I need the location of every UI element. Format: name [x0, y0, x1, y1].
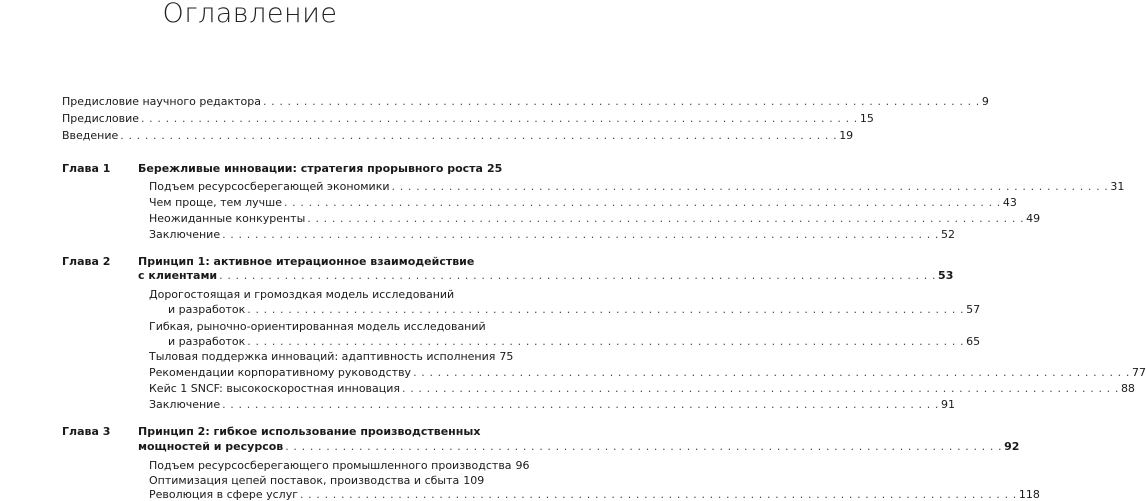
toc-section-title: и разработок	[168, 335, 246, 348]
dot-leader	[120, 129, 837, 142]
toc-section-page: 65	[966, 335, 981, 348]
dot-leader	[219, 269, 936, 282]
toc-section-page: 109	[463, 474, 485, 487]
toc-section-title: Неожиданные конкуренты	[149, 212, 306, 225]
chapter-label: Глава 2	[62, 255, 111, 268]
toc-section-page: 88	[1120, 382, 1135, 395]
toc-section[interactable]	[149, 350, 514, 363]
toc-section-title: Чем проще, тем лучше	[149, 196, 282, 209]
toc-section[interactable]	[168, 303, 981, 316]
page-title: Оглавление	[162, 0, 338, 29]
toc-section-title: Рекомендации корпоративному руководству	[149, 366, 412, 379]
dot-leader	[141, 112, 858, 125]
toc-section-page: 43	[1002, 196, 1017, 209]
toc-entry-page: 15	[859, 112, 874, 125]
toc-chapter-3[interactable]	[138, 440, 1020, 453]
toc-entry-title: Введение	[62, 129, 119, 142]
toc-section-page: 49	[1026, 212, 1041, 225]
dot-leader	[222, 398, 939, 411]
toc-entry-page: 9	[981, 95, 989, 108]
toc-section-page: 31	[1110, 180, 1125, 193]
toc-chapter-title: с клиентами	[138, 269, 218, 282]
dot-leader	[222, 228, 939, 241]
toc-section[interactable]	[149, 459, 530, 472]
toc-section[interactable]	[149, 474, 485, 487]
dot-leader	[300, 488, 1017, 501]
toc-chapter-2[interactable]	[138, 269, 954, 282]
dot-leader	[247, 335, 964, 348]
toc-section-title-line[interactable]: Гибкая, рыночно-ориентированная модель исследований	[149, 320, 486, 333]
toc-section-page: 118	[1018, 488, 1040, 501]
toc-chapter-title: Бережливые инновации: стратегия прорывного роста	[138, 162, 483, 175]
chapter-label: Глава 3	[62, 425, 111, 438]
toc-entry-introduction[interactable]	[62, 129, 854, 142]
dot-leader	[307, 212, 1024, 225]
toc-section-page: 75	[499, 350, 514, 363]
toc-section[interactable]	[149, 180, 1125, 193]
toc-section-page: 77	[1131, 366, 1146, 379]
dot-leader	[413, 366, 1130, 379]
toc-chapter-page: 25	[486, 162, 503, 175]
toc-section-title: Революция в сфере услуг	[149, 488, 298, 501]
toc-chapter-title: мощностей и ресурсов	[138, 440, 284, 453]
toc-chapter-page: 53	[938, 269, 954, 282]
dot-leader	[263, 95, 980, 108]
chapter-label: Глава 1	[62, 162, 111, 175]
toc-chapter-title-line[interactable]: Принцип 1: активное итерационное взаимодействие	[138, 255, 475, 268]
toc-section-page: 57	[966, 303, 981, 316]
toc-section-title: и разработок	[168, 303, 246, 316]
toc-chapter-title-line[interactable]: Принцип 2: гибкое использование производственных	[138, 425, 481, 438]
toc-section-title: Тыловая поддержка инноваций: адаптивность исполнения	[149, 350, 496, 363]
toc-section[interactable]	[149, 398, 956, 411]
toc-section[interactable]	[149, 488, 1040, 501]
toc-entry-editor-preface[interactable]	[62, 95, 989, 108]
toc-chapter-page: 92	[1004, 440, 1020, 453]
toc-section-page: 52	[941, 228, 956, 241]
toc-section[interactable]	[149, 366, 1146, 379]
dot-leader	[402, 382, 1119, 395]
toc-section-title: Заключение	[149, 398, 221, 411]
toc-section-page: 91	[941, 398, 956, 411]
toc-section-title-line[interactable]: Дорогостоящая и громоздкая модель исследований	[149, 288, 455, 301]
toc-section-title: Подъем ресурсосберегающего промышленного производства	[149, 459, 512, 472]
toc-entry-preface[interactable]	[62, 112, 874, 125]
toc-section-page: 96	[515, 459, 530, 472]
toc-section-title: Заключение	[149, 228, 221, 241]
dot-leader	[284, 196, 1001, 209]
toc-section[interactable]	[149, 196, 1017, 209]
dot-leader	[392, 180, 1109, 193]
toc-section[interactable]	[149, 228, 956, 241]
toc-section-title: Оптимизация цепей поставок, производства и сбыта	[149, 474, 460, 487]
toc-section[interactable]	[149, 212, 1041, 225]
toc-section[interactable]	[149, 382, 1135, 395]
toc-chapter-1[interactable]	[138, 162, 503, 175]
toc-section-title: Подъем ресурсосберегающей экономики	[149, 180, 390, 193]
dot-leader	[285, 440, 1002, 453]
toc-entry-title: Предисловие научного редактора	[62, 95, 261, 108]
dot-leader	[247, 303, 964, 316]
toc-section[interactable]	[168, 335, 981, 348]
toc-entry-page: 19	[839, 129, 854, 142]
toc-entry-title: Предисловие	[62, 112, 139, 125]
toc-section-title: Кейс 1 SNCF: высокоскоростная инновация	[149, 382, 401, 395]
